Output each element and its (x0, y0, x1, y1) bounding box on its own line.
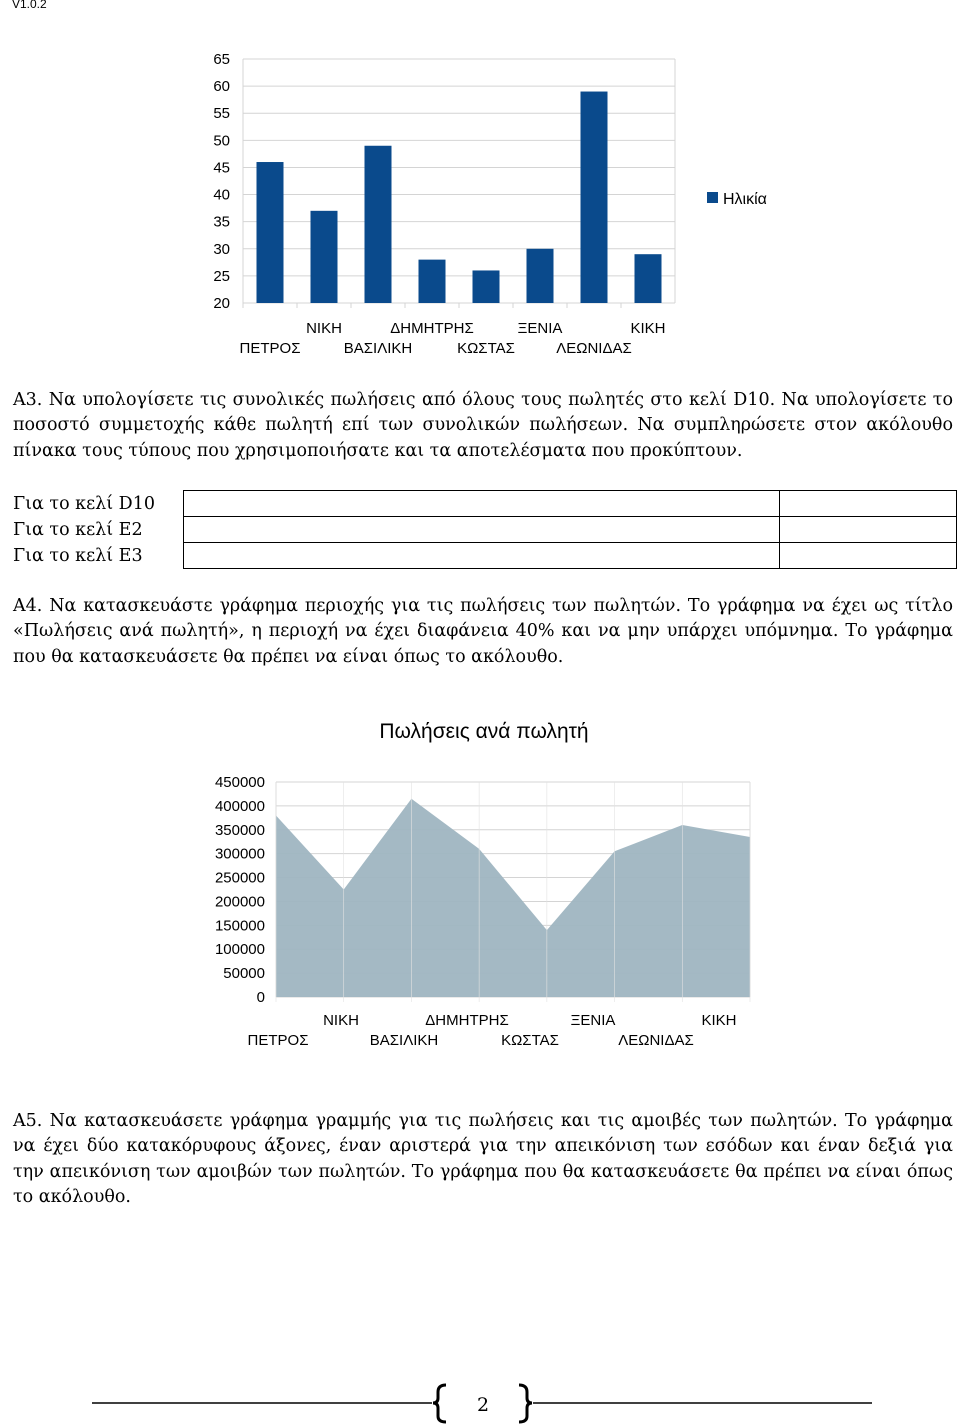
bar-chart-gridlines (243, 59, 675, 308)
y-tick-label: 40 (213, 186, 230, 204)
legend-label: Ηλικία (723, 191, 767, 208)
result-cell[interactable] (780, 491, 957, 517)
bar (419, 260, 446, 303)
a3-text: Α3. Να υπολογίσετε τις συνολικές πωλήσεις από όλους τους πωλητές στο κελί D10. Να υπολογίσετε το ποσοστό συμμετοχής κάθε πωλητή επί των συνολικών πωλήσεων. Να συμπληρώσετε στον ακόλουθο πίνακα τους τύπους που χρησιμοποιήσατε και τα αποτελέσματα που προκύπτουν. (13, 390, 953, 461)
area-chart-y-ticks (215, 774, 265, 1006)
a4-text: Α4. Να κατασκευάστε γράφημα περιοχής για τις πωλήσεις των πωλητών. Το γράφημα να έχει ως τίτλο «Πωλήσεις ανά πωλητή», η περιοχή να έχει διαφάνεια 40% και να μην υπάρχει υπόμνημα. Το γράφημα που θα κατασκευάσετε θα πρέπει να είναι όπως το ακόλουθο. (13, 596, 953, 667)
area-shape (276, 799, 750, 997)
a5-paragraph (13, 1109, 953, 1210)
x-tick-label: ΚΩΣΤΑΣ (457, 340, 515, 357)
y-tick-label: 250000 (214, 869, 265, 887)
x-tick-label: ΝΙΚΗ (323, 1012, 359, 1029)
x-tick-label: ΚΩΣΤΑΣ (501, 1032, 559, 1049)
sales-area-chart (0, 700, 960, 1060)
x-tick-label: ΛΕΩΝΙΔΑΣ (556, 340, 632, 357)
y-tick-label: 0 (256, 989, 265, 1006)
y-tick-label: 60 (213, 78, 230, 96)
x-tick-label: ΒΑΣΙΛΙΚΗ (369, 1032, 439, 1049)
bar-chart-y-ticks (213, 51, 230, 312)
y-tick-label: 55 (213, 105, 230, 123)
a4-paragraph (13, 594, 953, 670)
row-label: Για το κελί D10 (13, 493, 155, 514)
formula-cell[interactable] (184, 491, 780, 517)
table-row (13, 517, 957, 543)
y-tick-label: 35 (213, 213, 230, 231)
x-tick-label: ΝΙΚΗ (306, 320, 342, 337)
y-tick-label: 150000 (214, 917, 265, 935)
y-tick-label: 20 (213, 295, 230, 312)
a5-text: Α5. Να κατασκευάσετε γράφημα γραμμής για τις πωλήσεις και τις αμοιβές των πωλητών. Το γράφημα να έχει δύο κατακόρυφους άξονες, έναν αριστερά για την απεικόνιση των εσόδων και έναν δεξιά για την απεικόνιση των αμοιβών των πωλητών. Το γράφημα που θα κατασκευάσετε θα πρέπει να είναι όπως το ακόλουθο. (13, 1111, 953, 1207)
area-chart-x-labels (248, 1012, 737, 1049)
y-tick-label: 25 (213, 267, 230, 285)
bar (635, 254, 662, 303)
result-cell[interactable] (780, 517, 957, 543)
y-tick-label: 65 (213, 51, 230, 68)
left-brace-icon (433, 1385, 446, 1422)
right-brace-icon (519, 1385, 532, 1422)
page-footer (0, 1380, 960, 1426)
x-tick-label: ΞΕΝΙΑ (570, 1012, 616, 1029)
x-tick-label: ΔΗΜΗΤΡΗΣ (425, 1012, 509, 1029)
x-tick-label: ΒΑΣΙΛΙΚΗ (343, 340, 413, 357)
row-label: Για το κελί Ε3 (13, 545, 143, 566)
bar (527, 249, 554, 303)
bar (311, 211, 338, 303)
version-label: V1.0.2 (12, 0, 47, 11)
legend-swatch (707, 192, 718, 203)
x-tick-label: ΔΗΜΗΤΡΗΣ (390, 320, 474, 337)
bar-chart-x-labels (240, 320, 666, 357)
y-tick-label: 450000 (214, 774, 265, 791)
result-cell[interactable] (780, 543, 957, 569)
y-tick-label: 50 (213, 132, 230, 150)
area-chart-title: Πωλήσεις ανά πωλητή (379, 720, 589, 743)
x-tick-label: ΠΕΤΡΟΣ (247, 1032, 309, 1049)
row-label: Για το κελί Ε2 (13, 519, 143, 540)
bar (365, 146, 392, 303)
y-tick-label: 50000 (223, 965, 265, 983)
a3-paragraph (13, 388, 953, 464)
y-tick-label: 100000 (214, 941, 265, 959)
formula-cell[interactable] (184, 543, 780, 569)
y-tick-label: 300000 (214, 845, 265, 863)
bar-chart-bars (257, 92, 662, 303)
y-tick-label: 30 (213, 240, 230, 258)
y-tick-label: 400000 (214, 797, 265, 815)
y-tick-label: 45 (213, 159, 230, 177)
a3-answer-table (13, 490, 957, 569)
bar (257, 162, 284, 303)
bar (581, 92, 608, 303)
y-tick-label: 350000 (214, 821, 265, 839)
table-row (13, 491, 957, 517)
page-number: 2 (476, 1394, 490, 1416)
y-tick-label: 200000 (214, 893, 265, 911)
x-tick-label: ΚΙΚΗ (701, 1012, 737, 1029)
bar (473, 270, 500, 303)
x-tick-label: ΞΕΝΙΑ (517, 320, 563, 337)
age-bar-chart (0, 40, 960, 360)
formula-cell[interactable] (184, 517, 780, 543)
x-tick-label: ΚΙΚΗ (630, 320, 666, 337)
x-tick-label: ΛΕΩΝΙΔΑΣ (618, 1032, 694, 1049)
table-row (13, 543, 957, 569)
area-chart-area (276, 782, 750, 1002)
x-tick-label: ΠΕΤΡΟΣ (239, 340, 301, 357)
